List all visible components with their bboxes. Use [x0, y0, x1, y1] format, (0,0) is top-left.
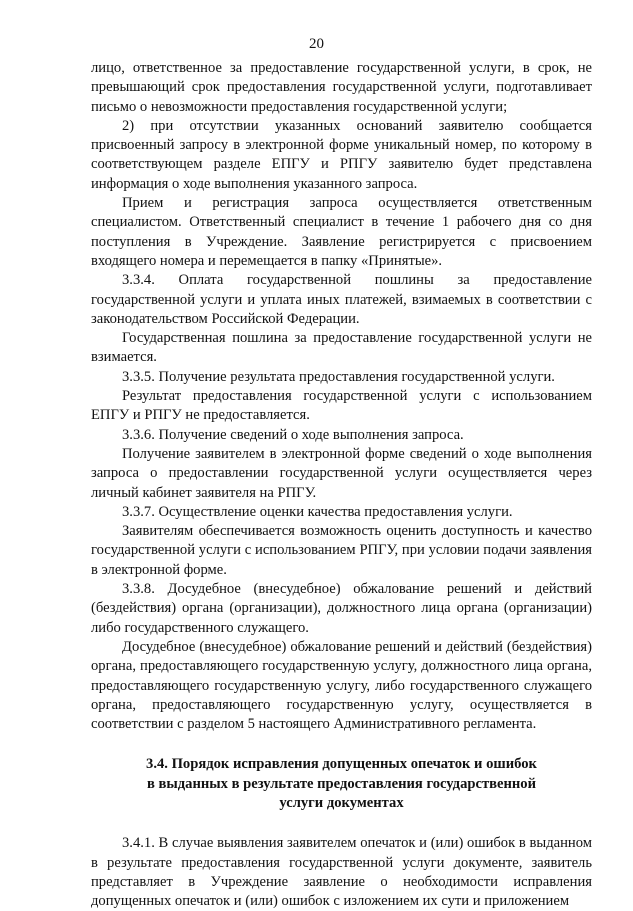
paragraph: Досудебное (внесудебное) обжалование решений и действий (бездействия) органа, предоставляющего государственную услугу, должностного лица органа, предоставляющего государственную услугу, либо государственного служащего органа, предоставляющего государственную услугу, осуществляется в соответствии с разделом 5 настоящего Административного регламента. — [91, 638, 592, 733]
paragraph: 3.4.1. В случае выявления заявителем опечаток и (или) ошибок в выданном в результате предоставления государственной услуги документе, заявитель представляет в Учреждение заявление о необходимости исправления допущенных опечаток и (или) ошибок с изложением их сути и приложением — [91, 835, 592, 910]
paragraph: 3.3.5. Получение результата предоставления государственной услуги. — [122, 368, 555, 385]
page-number: 20 — [309, 36, 324, 52]
section-heading-line: в выданных в результате предоставления государственной — [146, 775, 537, 792]
paragraph: 3.3.8. Досудебное (внесудебное) обжалование решений и действий (бездействия) органа (организации), должностного лица органа (организации) либо государственного служащего. — [91, 581, 592, 636]
paragraph: Государственная пошлина за предоставление государственной услуги не взимается. — [91, 330, 592, 366]
paragraph: 2) при отсутствии указанных оснований заявителю сообщается присвоенный запросу в электронной форме уникальный номер, по которому в соответствующем разделе ЕПГУ и РПГУ заявителю будет представлена информация о ходе выполнения указанного запроса. — [91, 117, 592, 192]
paragraph: лицо, ответственное за предоставление государственной услуги, в срок, не превышающий срок предоставления государственной услуги, подготавливает письмо о невозможности предоставления государственной услуги; — [91, 60, 592, 115]
section-heading-line: 3.4. Порядок исправления допущенных опечаток и ошибок — [146, 756, 537, 773]
document-body — [91, 59, 592, 911]
paragraph: 3.3.6. Получение сведений о ходе выполнения запроса. — [122, 426, 464, 443]
paragraph: 3.3.4. Оплата государственной пошлины за предоставление государственной услуги и уплата иных платежей, взимаемых в соответствии с законодательством Российской Федерации. — [91, 272, 592, 327]
paragraph: Прием и регистрация запроса осуществляется ответственным специалистом. Ответственный специалист в течение 1 рабочего дня со дня поступления в Учреждение. Заявление регистрируется с присвоением входящего номера и перемещается в папку «Принятые». — [91, 195, 592, 269]
section-heading — [91, 755, 592, 813]
section-heading-line: услуги документах — [279, 794, 404, 811]
paragraph: Заявителям обеспечивается возможность оценить доступность и качество государственной услуги с использованием РПГУ, при условии подачи заявления в электронной форме. — [91, 523, 592, 578]
paragraph: Результат предоставления государственной услуги с использованием ЕПГУ и РПГУ не предоставляется. — [91, 388, 592, 424]
paragraph: Получение заявителем в электронной форме сведений о ходе выполнения запроса о предоставлении государственной услуги осуществляется через личный кабинет заявителя на РПГУ. — [91, 445, 592, 501]
paragraph: 3.3.7. Осуществление оценки качества предоставления услуги. — [122, 503, 513, 520]
